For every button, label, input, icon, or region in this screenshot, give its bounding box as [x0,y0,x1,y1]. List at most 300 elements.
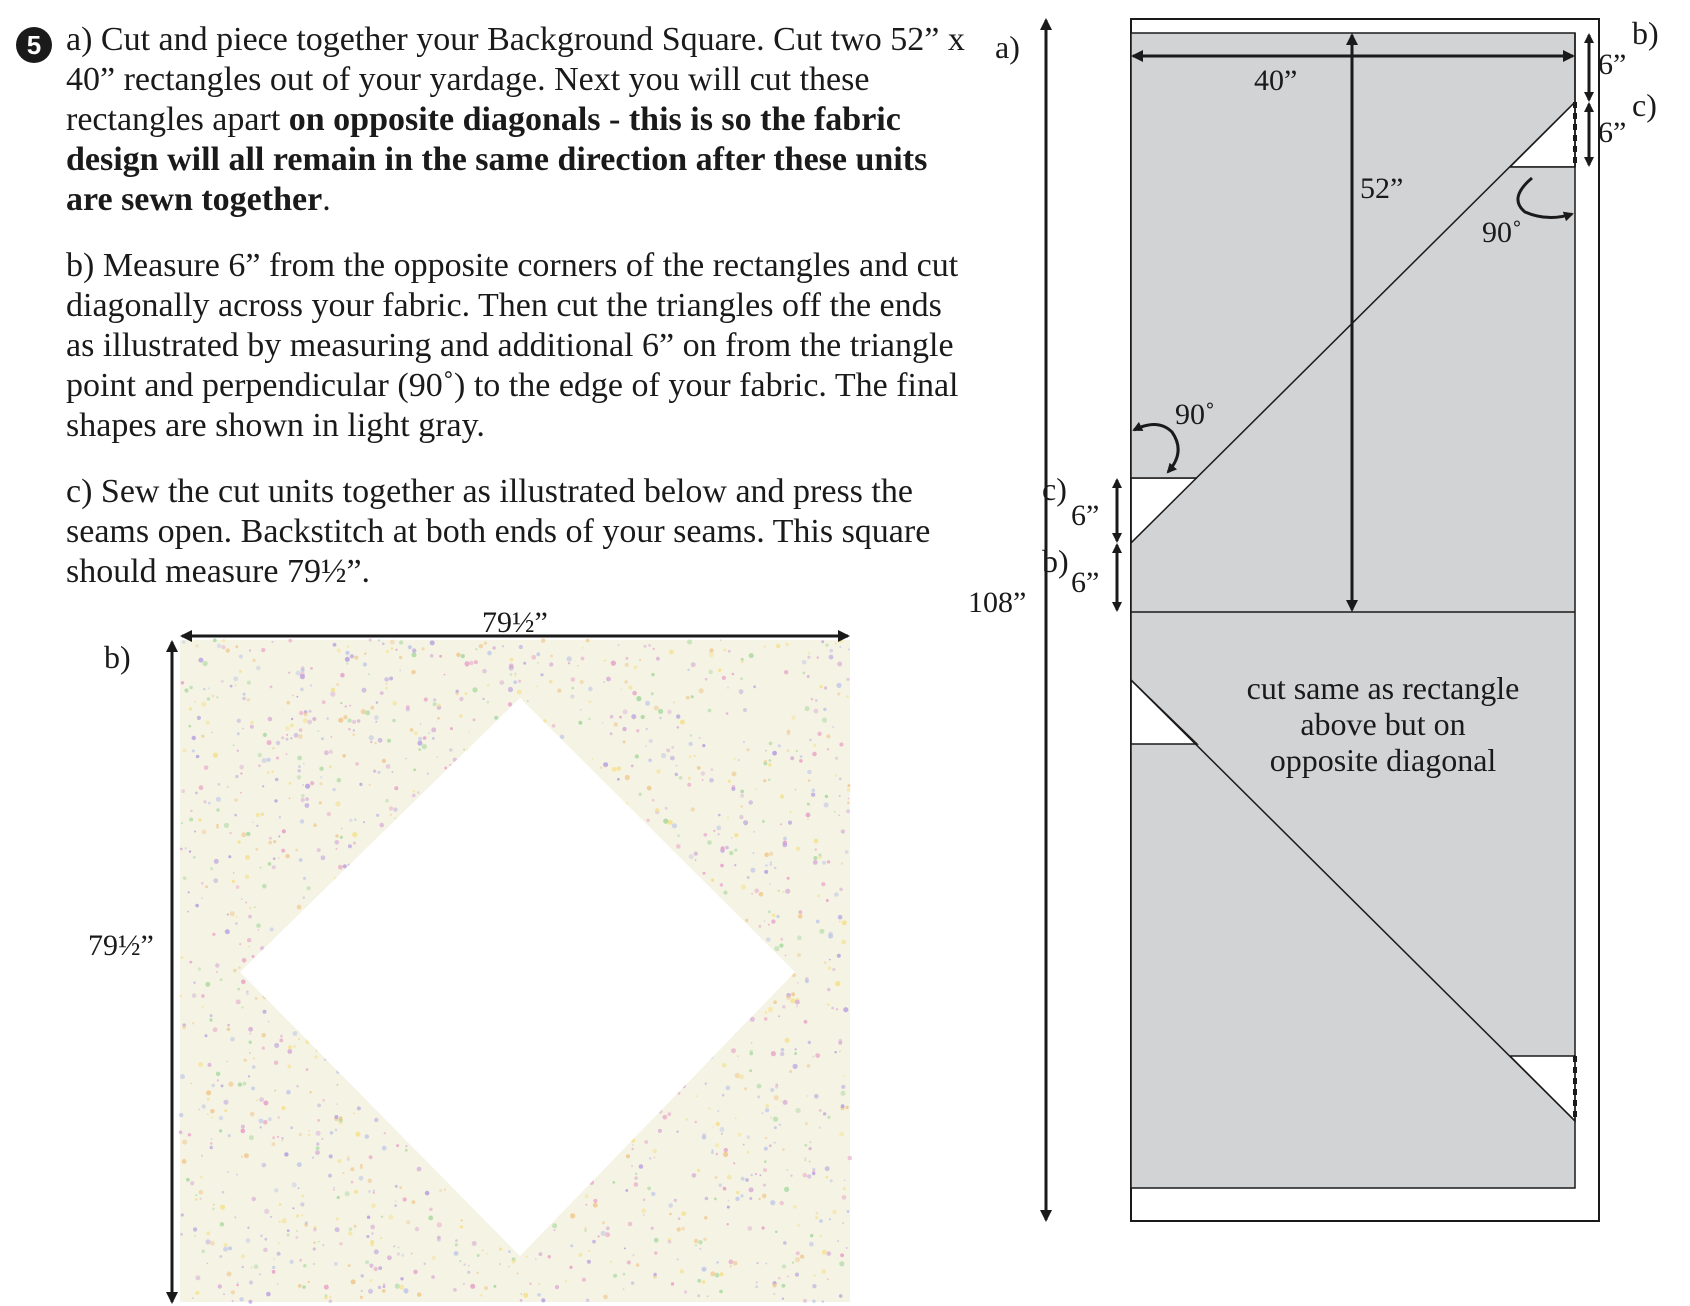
fabric-speckle [804,1144,807,1147]
fabric-speckle [210,1109,214,1113]
fabric-speckle [352,720,356,724]
fabric-speckle [676,765,678,767]
fabric-speckle [353,1113,355,1115]
fabric-speckle [697,1279,701,1283]
fabric-speckle [610,715,614,719]
fabric-speckle [784,1187,789,1192]
fabric-speckle [212,695,215,698]
fabric-speckle [677,1258,679,1260]
fabric-speckle [702,779,704,781]
fabric-speckle [764,870,768,874]
fabric-speckle [317,1104,321,1108]
fabric-speckle [189,850,191,852]
fabric-speckle [787,732,791,736]
fabric-speckle [354,818,357,821]
fabric-speckle [709,778,714,783]
fabric-speckle [716,1261,719,1264]
fabric-speckle [618,644,620,646]
fabric-speckle [399,670,401,672]
fabric-speckle [818,855,822,859]
fabric-speckle [740,794,744,798]
fabric-speckle [718,1183,722,1187]
fabric-speckle [249,1052,251,1054]
fabric-speckle [756,1262,758,1264]
paragraph-a-lead: a) Cut and piece together your Background Square. Cut two 52” x 40” rectangles out of your yardage. Next you will cut these rectangles apart [66,21,965,138]
fabric-speckle [835,757,838,760]
fabric-speckle [653,1149,657,1153]
fabric-speckle [619,716,622,719]
fabric-speckle [386,683,388,685]
fabric-speckle [394,1204,397,1207]
note-line-2: above but on [1300,706,1466,742]
fabric-speckle [369,784,371,786]
fabric-speckle [778,1277,781,1280]
fabric-speckle [361,1290,363,1292]
fabric-speckle [812,752,817,757]
fabric-speckle [840,1253,844,1257]
fabric-speckle [418,748,421,751]
fabric-speckle [195,904,199,908]
fabric-speckle [623,1273,626,1276]
fabric-speckle [277,1136,279,1138]
fabric-speckle [237,1282,239,1284]
fabric-speckle [301,1214,303,1216]
fabric-speckle [201,882,204,885]
fabric-speckle [455,1243,458,1246]
fabric-speckle [236,999,241,1004]
fabric-speckle [687,783,691,787]
fabric-speckle [479,644,483,648]
fabric-speckle [219,1116,224,1121]
fabric-speckle [822,1300,825,1303]
fabric-speckle [482,698,484,700]
fabric-speckle [328,1174,332,1178]
fabric-speckle [243,1082,247,1086]
fabric-speckle [250,1112,255,1117]
fabric-speckle [649,739,653,743]
fabric-speckle [720,1272,724,1276]
fabric-speckle [397,1252,400,1255]
fabric-speckle [606,677,611,682]
fabric-speckle [256,1100,258,1102]
fabric-speckle [317,1119,320,1122]
fabric-speckle [298,734,303,739]
fabric-speckle [526,1256,528,1258]
fabric-speckle [709,670,713,674]
fabric-speckle [754,889,759,894]
fabric-speckle [353,730,355,732]
fabric-speckle [698,1240,702,1244]
fabric-speckle [238,841,241,844]
fabric-speckle [592,758,594,760]
fabric-speckle [765,1104,769,1108]
fabric-speckle [199,785,204,790]
fabric-speckle [220,978,223,981]
fabric-speckle [762,1194,767,1199]
fabric-speckle [263,1010,267,1014]
fabric-speckle [796,1005,798,1007]
fabric-speckle [728,780,731,783]
fabric-speckle [577,665,579,667]
fabric-speckle [834,892,839,897]
fabric-speckle [305,797,309,801]
fabric-speckle [209,1018,212,1021]
fabric-speckle [262,1047,265,1050]
fabric-speckle [813,856,817,860]
fabric-speckle [242,958,247,963]
fabric-speckle [231,1290,235,1294]
fabric-speckle [194,831,196,833]
fabric-speckle [352,832,357,837]
fabric-speckle [273,1258,275,1260]
fabric-speckle [729,1260,734,1265]
fabric-speckle [705,1083,707,1085]
fabric-speckle [297,1162,302,1167]
fabric-speckle [487,701,489,703]
fabric-speckle [841,1085,845,1089]
fabric-speckle [186,1178,190,1182]
fabric-speckle [646,728,648,730]
fabric-speckle [296,1230,298,1232]
fabric-speckle [189,707,192,710]
fabric-speckle [669,1213,672,1216]
fabric-speckle [586,1299,590,1303]
fabric-speckle [190,1181,194,1185]
fabric-speckle [301,798,305,802]
fabric-speckle [648,644,650,646]
fabric-speckle [839,921,841,923]
fabric-speckle [342,754,346,758]
fabric-speckle [814,1094,819,1099]
fabric-speckle [417,1167,422,1172]
fabric-speckle [568,662,570,664]
fabric-speckle [708,1107,711,1110]
fabric-speckle [244,1153,249,1158]
fabric-speckle [208,687,210,689]
fabric-speckle [769,1144,772,1147]
fabric-speckle [398,1247,400,1249]
fabric-speckle [749,1069,752,1072]
fabric-speckle [237,750,239,752]
fabric-speckle [281,1139,283,1141]
fabric-speckle [846,1247,848,1249]
fabric-speckle [783,1100,788,1105]
fabric-speckle [333,1189,335,1191]
fabric-speckle [336,1103,338,1105]
fabric-speckle [230,1037,235,1042]
fabric-speckle [269,837,272,840]
fabric-speckle [808,1041,811,1044]
fabric-speckle [223,1247,228,1252]
fabric-speckle [499,680,504,685]
fabric-speckle [707,840,712,845]
fabric-speckle [227,1272,232,1277]
fabric-speckle [841,862,843,864]
fabric-speckle [189,961,192,964]
fabric-speckle [433,702,437,706]
fabric-speckle [763,1184,766,1187]
fabric-speckle [270,1216,272,1218]
fabric-speckle [357,719,361,723]
fabric-speckle [202,1006,204,1008]
fabric-speckle [812,1284,816,1288]
fabric-speckle [796,847,800,851]
fabric-speckle [276,741,280,745]
fabric-speckle [461,1219,463,1221]
fabric-speckle [246,832,250,836]
fabric-speckle [207,697,211,701]
fabric-speckle [333,1187,335,1189]
fabric-speckle [662,1115,667,1120]
fabric-speckle [334,1262,338,1266]
fabric-speckle [800,755,803,758]
fabric-speckle [244,1059,247,1062]
fabric-speckle [424,697,428,701]
rect-length-dimension: 52” [1360,172,1404,205]
fabric-speckle [527,700,529,702]
fabric-speckle [233,744,235,746]
fabric-speckle [252,659,255,662]
fabric-speckle [745,1178,749,1182]
fabric-speckle [796,1108,801,1113]
fabric-speckle [764,853,769,858]
fabric-speckle [230,685,233,688]
fabric-speckle [770,1117,772,1119]
fabric-speckle [813,860,818,865]
fabric-speckle [580,709,582,711]
fabric-speckle [399,640,403,644]
fabric-speckle [768,763,772,767]
fabric-speckle [201,1250,205,1254]
fabric-speckle [635,754,639,758]
fabric-speckle [270,927,274,931]
fabric-speckle [834,811,836,813]
fabric-speckle [828,934,833,939]
fabric-speckle [241,1125,245,1129]
fabric-speckle [815,699,818,702]
fabric-speckle [565,1280,567,1282]
fabric-speckle [719,1290,723,1294]
fabric-speckle [303,896,306,899]
fabric-speckle [395,649,397,651]
fabric-speckle [254,906,256,908]
fabric-speckle [316,1146,320,1150]
fabric-speckle [351,1279,356,1284]
fabric-speckle [388,1215,393,1220]
fabric-speckle [233,676,238,681]
fabric-speckle [681,1227,685,1231]
fabric-speckle [846,809,850,813]
fabric-speckle [216,808,219,811]
fabric-speckle [762,1226,765,1229]
fabric-speckle [241,832,246,837]
fabric-speckle [399,1186,402,1189]
fabric-speckle [827,1251,832,1256]
fabric-speckle [593,1199,597,1203]
fabric-speckle [511,1259,515,1263]
fabric-speckle [848,1156,853,1161]
fabric-speckle [651,673,654,676]
fabric-speckle [288,672,290,674]
fabric-speckle [762,1112,764,1114]
fabric-speckle [508,1250,511,1253]
fabric-speckle [296,1085,299,1088]
fabric-speckle [250,1033,252,1035]
fabric-speckle [487,684,490,687]
fabric-speckle [508,687,513,692]
fabric-speckle [374,1249,379,1254]
fabric-speckle [301,794,305,798]
fabric-speckle [838,814,840,816]
fabric-speckle [364,653,366,655]
fabric-speckle [317,730,319,732]
fabric-speckle [417,791,420,794]
fabric-speckle [261,1163,266,1168]
fabric-speckle [182,1140,187,1145]
fabric-speckle [846,695,849,698]
fabric-speckle [820,685,823,688]
fabric-speckle [354,656,358,660]
fabric-speckle [744,1087,747,1090]
fabric-speckle [819,1109,822,1112]
fabric-speckle [838,638,843,643]
right-b-dimension: 6” [1598,48,1627,81]
fabric-speckle [816,920,820,924]
fabric-speckle [276,756,279,759]
fabric-speckle [247,698,250,701]
fabric-speckle [676,844,681,849]
fabric-speckle [277,1116,280,1119]
fabric-speckle [536,652,540,656]
fabric-speckle [592,1240,596,1244]
fabric-speckle [181,789,185,793]
fabric-speckle [303,877,306,880]
fabric-speckle [196,755,200,759]
fabric-speckle [537,1293,541,1297]
fabric-speckle [180,995,182,997]
fabric-speckle [778,890,780,892]
fabric-speckle [827,1003,829,1005]
fabric-speckle [570,695,574,699]
fabric-speckle [778,1015,780,1017]
fabric-speckle [826,899,829,902]
fabric-speckle [790,1175,792,1177]
fabric-speckle [805,979,809,983]
fabric-speckle [764,1160,767,1163]
fabric-speckle [329,765,332,768]
fabric-speckle [817,732,821,736]
fabric-speckle [680,1269,684,1273]
fabric-speckle [195,1198,198,1201]
fabric-speckle [677,1227,681,1231]
fabric-speckle [797,982,799,984]
fabric-speckle [211,732,213,734]
fabric-speckle [357,1135,359,1137]
fabric-speckle [198,658,203,663]
fabric-speckle [808,652,811,655]
fabric-speckle [704,833,708,837]
fabric-speckle [239,654,243,658]
fabric-speckle [738,759,740,761]
fabric-speckle [708,709,712,713]
fabric-speckle [346,663,348,665]
fabric-speckle [373,770,376,773]
fabric-speckle [821,882,825,886]
fabric-speckle [239,1297,243,1301]
fabric-speckle [248,1300,252,1304]
fabric-speckle [249,649,251,651]
fabric-speckle [401,1254,404,1257]
fabric-speckle [293,1045,296,1048]
fabric-speckle [643,1214,645,1216]
fabric-speckle [764,1017,768,1021]
fabric-speckle [411,670,415,674]
fabric-speckle [814,839,819,844]
fabric-speckle [475,648,477,650]
fabric-speckle [180,1074,185,1079]
fabric-speckle [721,846,725,850]
fabric-speckle [422,647,425,650]
fabric-speckle [789,811,791,813]
fabric-speckle [227,786,229,788]
fabric-speckle [704,1216,707,1219]
fabric-speckle [355,762,359,766]
fabric-speckle [791,716,795,720]
fabric-speckle [222,639,225,642]
fabric-speckle [425,1191,430,1196]
fabric-speckle [658,709,663,714]
fabric-speckle [308,1134,311,1137]
fabric-speckle [685,1118,688,1121]
fabric-speckle [241,1129,246,1134]
square-top-dimension: 79½” [482,606,548,639]
fabric-speckle [203,688,205,690]
fabric-speckle [487,651,492,656]
fabric-speckle [768,779,771,782]
fabric-speckle [709,652,714,657]
fabric-speckle [305,803,310,808]
fabric-speckle [456,690,459,693]
fabric-speckle [301,1195,304,1198]
fabric-speckle [439,655,442,658]
fabric-speckle [712,1126,714,1128]
fabric-speckle [582,1278,586,1282]
fabric-speckle [835,642,837,644]
fabric-speckle [531,655,536,660]
fabric-speckle [418,737,422,741]
fabric-speckle [198,1109,200,1111]
fabric-speckle [468,1265,470,1267]
fabric-speckle [813,1168,816,1171]
fabric-speckle [444,674,446,676]
fabric-speckle [337,1159,341,1163]
right-c-label: c) [1632,87,1657,123]
fabric-speckle [205,885,208,888]
fabric-speckle [263,1248,268,1253]
fabric-speckle [776,644,780,648]
fabric-speckle [665,807,668,810]
fabric-speckle [292,1182,297,1187]
fabric-speckle [520,1299,523,1302]
fabric-speckle [192,749,195,752]
fabric-speckle [681,1211,686,1216]
fabric-speckle [273,857,276,860]
fabric-speckle [636,729,639,732]
fabric-speckle [221,645,225,649]
fabric-speckle [248,1027,253,1032]
fabric-speckle [839,743,843,747]
fabric-speckle [245,902,247,904]
